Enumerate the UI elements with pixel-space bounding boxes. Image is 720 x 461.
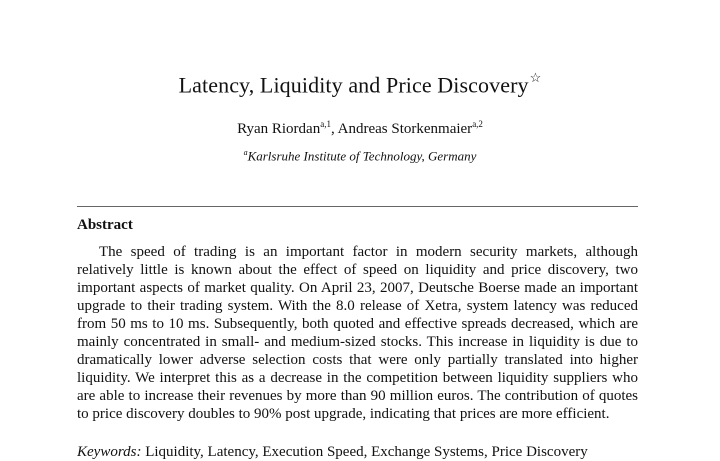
affiliation	[0, 148, 720, 164]
keywords-line	[77, 443, 638, 461]
keywords-label: Keywords:	[77, 444, 142, 460]
author-name: Andreas Storkenmaier	[337, 121, 473, 137]
paper-title	[0, 72, 720, 98]
author-affiliation-mark: a,2	[472, 119, 483, 129]
horizontal-rule	[77, 206, 638, 207]
author-separator: ,	[330, 121, 338, 137]
author-affiliation-mark: a,1	[320, 119, 331, 129]
abstract-heading: Abstract	[77, 217, 133, 233]
author-list	[0, 119, 720, 138]
abstract-body: The speed of trading is an important factor in modern security markets, although relatively little is known about the effect of speed on liquidity and price discovery, two important aspects of market quality. On April 23, 2007, Deutsche Boerse made an important upgrade to their trading system. With the 8.0 release of Xetra, system latency was reduced from 50 ms to 10 ms. Subsequently, both quoted and effective spreads decreased, which are mainly concentrated in small- and medium-sized stocks. This increase in liquidity is due to dramatically lower adverse selection costs that were only partially translated into higher liquidity. We interpret this as a decrease in the competition between liquidity suppliers who are able to increase their revenues by more than 90 million euros. The contribution of quotes to price discovery doubles to 90% post upgrade, indicating that prices are more efficient.	[77, 244, 638, 422]
affiliation-text: Karlsruhe Institute of Technology, Germany	[247, 148, 477, 164]
paper-title-text: Latency, Liquidity and Price Discovery	[178, 72, 529, 98]
author-name: Ryan Riordan	[237, 121, 321, 137]
title-footnote-mark: ☆	[529, 70, 542, 85]
keywords-text: Liquidity, Latency, Execution Speed, Exchange Systems, Price Discovery	[145, 444, 588, 460]
affiliation-mark: a	[243, 148, 248, 157]
